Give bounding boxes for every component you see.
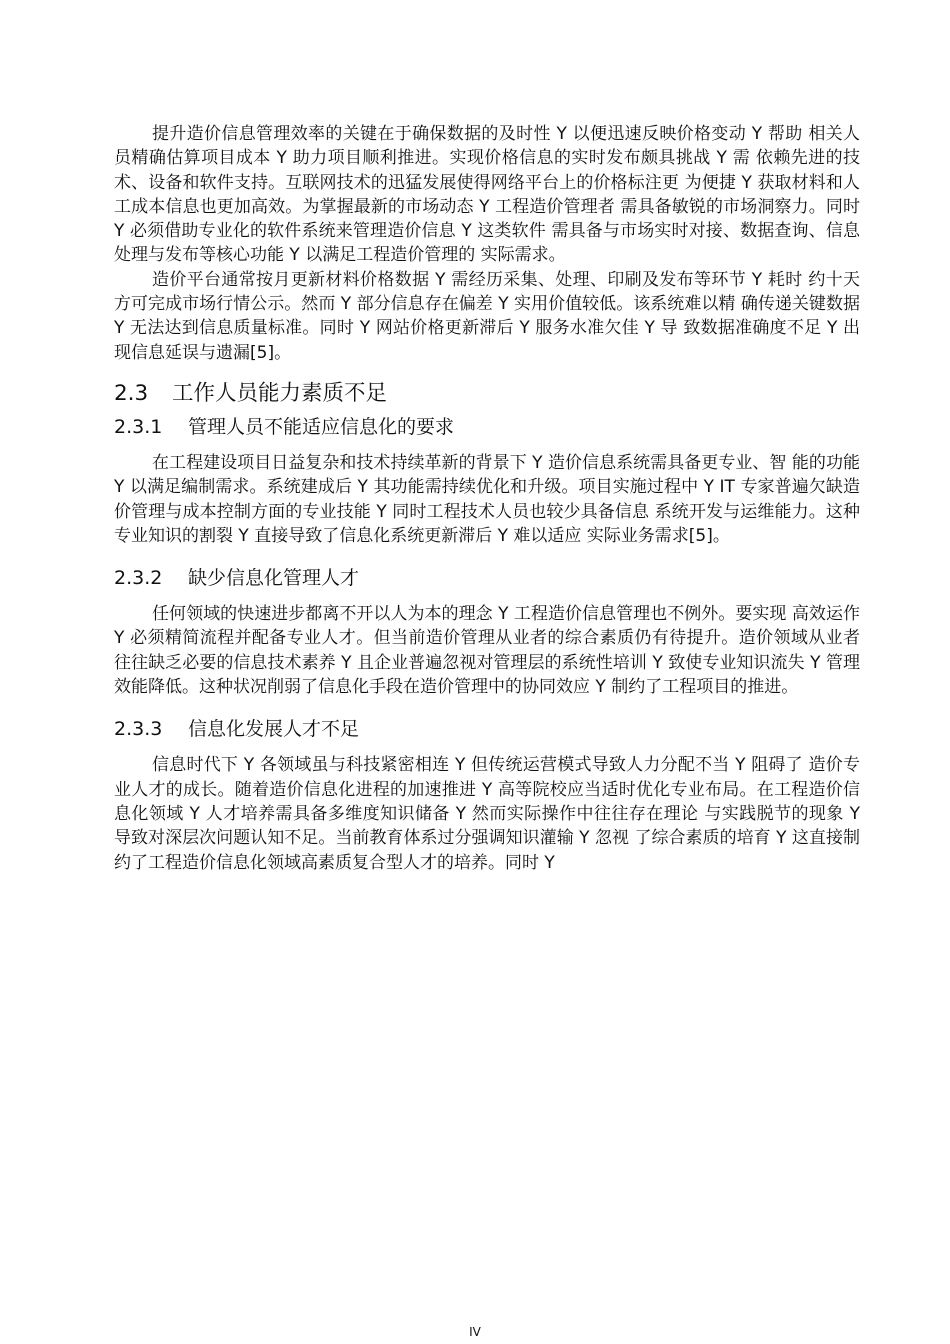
- subsection-heading-2-3-2: [114, 564, 860, 592]
- section-number: 2.3: [114, 380, 149, 406]
- subsection-title: 缺少信息化管理人才: [188, 567, 360, 590]
- body-paragraph: 提升造价信息管理效率的关键在于确保数据的及时性 Y 以便迅速反映价格变动 Y 帮助 相关人员精确估算项目成本 Y 助力项目顺利推进。实现价格信息的实时发布颇具挑战 Y 需 依赖先进的技术、设备和软件支持。互联网技术的迅猛发展使得网络平台上的价格标注更 为便捷 Y 获取材料和人工成本信息也更加高效。为掌握最新的市场动态 Y 工程造价管理者 需具备敏锐的市场洞察力。同时 Y 必须借助专业化的软件系统来管理造价信息 Y 这类软件 需具备与市场实时对接、数据查询、信息处理与发布等核心功能 Y 以满足工程造价管理的 实际需求。: [114, 124, 860, 266]
- subsection-number: 2.3.2: [114, 567, 163, 590]
- subsection-heading-2-3-3: [114, 715, 860, 743]
- subsection-number: 2.3.3: [114, 718, 163, 741]
- document-body: [114, 122, 860, 875]
- subsection-title: 管理人员不能适应信息化的要求: [188, 415, 455, 438]
- body-paragraph: 信息时代下 Y 各领域虽与科技紧密相连 Y 但传统运营模式导致人力分配不当 Y 阻碍了 造价专业人才的成长。随着造价信息化进程的加速推进 Y 高等院校应当适时优化专业布局。在工程造价信息化领域 Y 人才培养需具备多维度知识储备 Y 然而实际操作中往往存在理论 与实践脱节的现象 Y 导致对深层次问题认知不足。当前教育体系过分强调知识灌输 Y 忽视 了综合素质的培育 Y 这直接制约了工程造价信息化领域高素质复合型人才的培养。同时 Y: [114, 755, 860, 873]
- subsection-title: 信息化发展人才不足: [188, 718, 360, 741]
- section-heading-2-3: [114, 379, 860, 409]
- section-title: 工作人员能力素质不足: [172, 380, 388, 406]
- body-paragraph: 任何领域的快速进步都离不开以人为本的理念 Y 工程造价信息管理也不例外。要实现 高效运作 Y 必须精简流程并配备专业人才。但当前造价管理从业者的综合素质仍有待提升。造价领域从业者往往缺乏必要的信息技术素养 Y 且企业普遍忽视对管理层的系统性培训 Y 致使专业知识流失 Y 管理效能降低。这种状况削弱了信息化手段在造价管理中的协同效应 Y 制约了工程项目的推进。: [114, 604, 860, 698]
- subsection-heading-2-3-1: [114, 413, 860, 441]
- page-number: IV: [469, 1325, 481, 1339]
- body-paragraph: 造价平台通常按月更新材料价格数据 Y 需经历采集、处理、印刷及发布等环节 Y 耗时 约十天方可完成市场行情公示。然而 Y 部分信息存在偏差 Y 实用价值较低。该系统难以精 确传递关键数据 Y 无法达到信息质量标准。同时 Y 网站价格更新滞后 Y 服务水准欠佳 Y 导 致数据准确度不足 Y 出现信息延误与遗漏[5]。: [114, 269, 860, 363]
- subsection-number: 2.3.1: [114, 415, 163, 438]
- body-paragraph: 在工程建设项目日益复杂和技术持续革新的背景下 Y 造价信息系统需具备更专业、智 能的功能 Y 以满足编制需求。系统建成后 Y 其功能需持续优化和升级。项目实施过程中 Y IT 专家普遍欠缺造价管理与成本控制方面的专业技能 Y 同时工程技术人员也较少具备信息 系统开发与运维能力。这种专业知识的割裂 Y 直接导致了信息化系统更新滞后 Y 难以适应 实际业务需求[5]。: [114, 452, 860, 546]
